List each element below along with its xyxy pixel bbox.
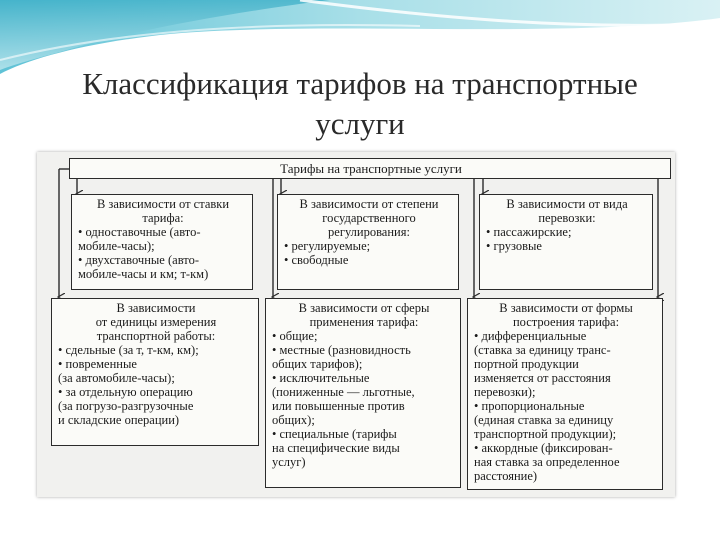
box-head-line: В зависимости от степени xyxy=(299,197,439,211)
box-head-line: государственного xyxy=(322,211,416,225)
box-item-line: • местные (разновидность xyxy=(272,343,411,357)
box-item-line: услуг) xyxy=(272,455,306,469)
box-item-line: перевозки); xyxy=(474,385,536,399)
box-by-application xyxy=(265,298,461,488)
box-head-line: тарифа: xyxy=(142,211,184,225)
box-item-line: • специальные (тарифы xyxy=(272,427,397,441)
slide-title-line-2: услуги xyxy=(315,106,405,141)
box-head-line: построения тарифа: xyxy=(512,315,620,329)
box-item-line: • аккордные (фиксирован- xyxy=(474,441,613,455)
box-item-line: на специфические виды xyxy=(272,441,400,455)
box-item-line: транспортной продукции); xyxy=(474,427,617,441)
box-head-line: перевозки: xyxy=(538,211,596,225)
box-by-structure xyxy=(467,298,663,490)
box-item-line: • за отдельную операцию xyxy=(58,385,193,399)
box-item-line: (за автомобиле-часы); xyxy=(58,371,175,385)
box-item-line: и складские операции) xyxy=(58,413,180,427)
box-head-line: В зависимости от сферы xyxy=(298,301,430,315)
box-item-line: (пониженные — льготные, xyxy=(272,385,415,399)
box-item-line: • исключительные xyxy=(272,371,370,385)
box-item-line: • дифференциальные xyxy=(474,329,587,343)
box-item-line: портной продукции xyxy=(474,357,579,371)
slide-title xyxy=(20,64,700,144)
slide-title-line-1: Классификация тарифов на транспортные xyxy=(82,66,638,101)
box-item-line: • грузовые xyxy=(486,239,542,253)
box-by-work-unit xyxy=(51,298,259,446)
box-head-line: регулирования: xyxy=(328,225,410,239)
box-item-line: (за погрузо-разгрузочные xyxy=(58,399,194,413)
box-item-line: • регулируемые; xyxy=(284,239,371,253)
box-item-line: • пропорциональные xyxy=(474,399,585,413)
box-head-line: В зависимости xyxy=(116,301,196,315)
box-item-line: расстояние) xyxy=(474,469,538,483)
box-head-line: от единицы измерения xyxy=(95,315,217,329)
box-by-regulation xyxy=(277,194,459,290)
box-head-line: В зависимости от ставки xyxy=(96,197,230,211)
box-head-line: В зависимости от формы xyxy=(499,301,633,315)
box-item-line: • повременные xyxy=(58,357,137,371)
box-item-line: общих тарифов); xyxy=(272,357,363,371)
box-item-line: или повышенные против xyxy=(272,399,405,413)
box-item-line: • общие; xyxy=(272,329,318,343)
box-by-transport-type xyxy=(479,194,653,290)
box-item-line: (ставка за единицу транс- xyxy=(474,343,611,357)
box-head-line: транспортной работы: xyxy=(96,329,216,343)
box-item-line: общих); xyxy=(272,413,315,427)
box-head-line: применения тарифа: xyxy=(309,315,419,329)
box-item-line: • свободные xyxy=(284,253,349,267)
box-item-line: изменяется от расстояния xyxy=(474,371,611,385)
box-item-line: мобиле-часы и км; т-км) xyxy=(78,267,209,281)
box-item-line: • одноставочные (авто- xyxy=(78,225,201,239)
box-by-rate xyxy=(71,194,253,290)
diagram-root-box xyxy=(69,158,671,179)
box-item-line: мобиле-часы); xyxy=(78,239,155,253)
diagram-root-label: Тарифы на транспортные услуги xyxy=(280,161,462,176)
box-head-line: В зависимости от вида xyxy=(506,197,628,211)
box-item-line: • двухставочные (авто- xyxy=(78,253,199,267)
box-item-line: • сдельные (за т, т-км, км); xyxy=(58,343,199,357)
box-item-line: ная ставка за определенное xyxy=(474,455,620,469)
classification-diagram xyxy=(37,152,675,497)
box-item-line: (единая ставка за единицу xyxy=(474,413,614,427)
box-item-line: • пассажирские; xyxy=(486,225,572,239)
